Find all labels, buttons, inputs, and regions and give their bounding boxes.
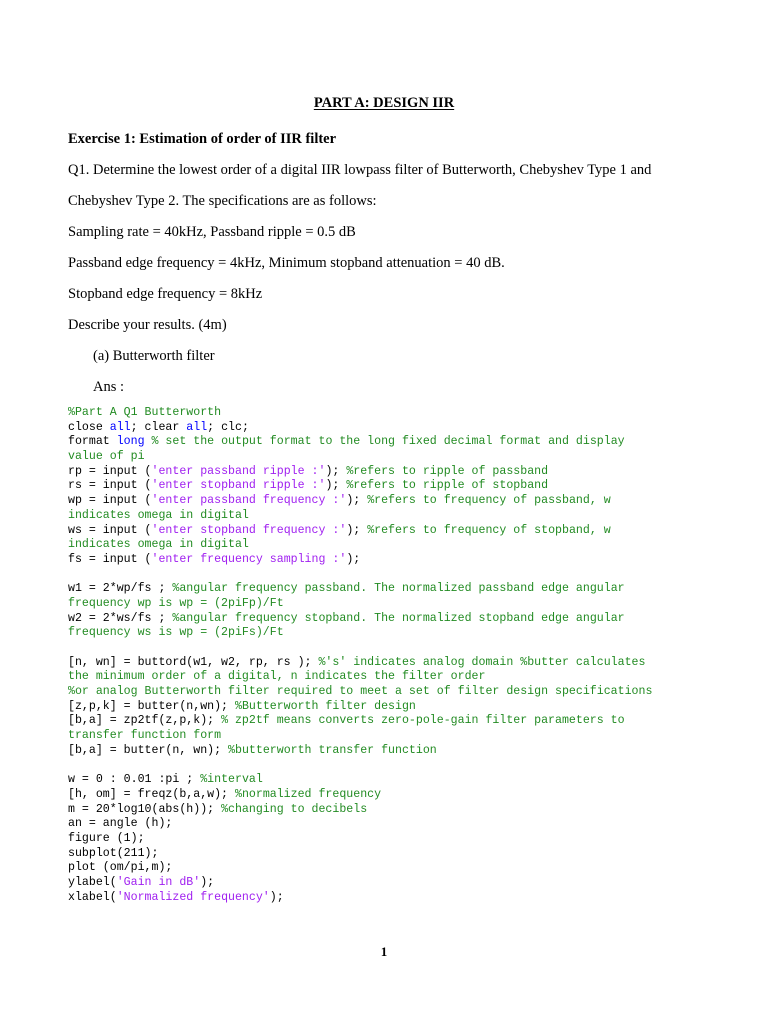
- code-line: close all; clear all; clc;: [68, 420, 249, 434]
- code-line: [z,p,k] = butter(n,wn); %Butterworth filter design: [68, 699, 416, 713]
- code-comment: %interval: [200, 773, 263, 787]
- code-line: [68, 685, 728, 700]
- code-line: rp = input ('enter passband ripple :'); %refers to ripple of passband: [68, 464, 549, 478]
- code-line: fs = input ('enter frequency sampling :');: [68, 552, 361, 566]
- code-line: plot (om/pi,m);: [68, 861, 173, 875]
- code-line: [68, 729, 728, 744]
- code-line: w2 = 2*ws/fs ; %angular frequency stopband. The normalized stopband edge angular: [68, 611, 625, 625]
- code-string: 'Gain in dB': [116, 876, 201, 889]
- code-comment: %refers to frequency of stopband, w: [367, 523, 611, 537]
- code-comment: %changing to decibels: [221, 802, 368, 816]
- answer-label: Ans :: [93, 379, 125, 395]
- code-comment: %angular frequency passband. The normalized passband edge angular: [172, 582, 625, 596]
- describe-instruction: Describe your results. (4m): [68, 317, 227, 333]
- code-string: 'enter passband frequency :': [151, 494, 347, 508]
- spec-passband-edge: Passband edge frequency = 4kHz, Minimum stopband attenuation = 40 dB.: [68, 255, 505, 271]
- code-line: [68, 626, 728, 641]
- code-line: [n, wn] = buttord(w1, w2, rp, rs ); %'s' indicates analog domain %butter calculates: [68, 655, 646, 669]
- code-keyword: all: [109, 420, 131, 434]
- exercise-heading: Exercise 1: Estimation of order of IIR filter: [68, 131, 337, 147]
- code-line: [h, om] = freqz(b,a,w); %normalized frequency: [68, 787, 382, 801]
- page-title: PART A: DESIGN IIR: [313, 95, 455, 111]
- code-string: 'enter stopband ripple :': [151, 479, 326, 493]
- code-comment: the minimum order of a digital, n indicates the filter order: [68, 670, 486, 684]
- code-line: ws = input ('enter stopband frequency :'); %refers to frequency of stopband, w: [68, 523, 611, 537]
- spec-stopband-edge: Stopband edge frequency = 8kHz: [68, 286, 263, 302]
- code-comment: % set the output format to the long fixed decimal format and display: [144, 435, 625, 449]
- code-line: w1 = 2*wp/fs ; %angular frequency passband. The normalized passband edge angular: [68, 582, 625, 596]
- code-line: format long % set the output format to the long fixed decimal format and display: [68, 435, 625, 449]
- code-line: xlabel('Normalized frequency');: [68, 890, 284, 904]
- code-line: [68, 450, 728, 465]
- code-comment: indicates omega in digital: [68, 508, 249, 522]
- code-line: ylabel('Gain in dB');: [68, 876, 215, 889]
- code-comment: frequency ws is wp = (2piFs)/Ft: [68, 626, 284, 640]
- code-comment: % zp2tf means converts zero-pole-gain filter parameters to: [221, 714, 625, 728]
- code-comment: %angular frequency stopband. The normalized stopband edge angular: [172, 611, 625, 625]
- code-line: [68, 538, 728, 553]
- item-a-butterworth: (a) Butterworth filter: [93, 348, 215, 364]
- code-comment: value of pi: [68, 450, 145, 464]
- code-string: 'Normalized frequency': [116, 890, 270, 904]
- code-comment: %or analog Butterworth filter required to meet a set of filter design specifications: [68, 685, 653, 699]
- code-line: [68, 597, 728, 612]
- code-comment: %normalized frequency: [234, 787, 382, 801]
- code-line: subplot(211);: [68, 846, 159, 860]
- code-comment: %butterworth transfer function: [228, 743, 437, 757]
- code-line: [b,a] = zp2tf(z,p,k); % zp2tf means converts zero-pole-gain filter parameters to: [68, 714, 625, 728]
- code-line: an = angle (h);: [68, 817, 173, 831]
- code-line: [b,a] = butter(n, wn); %butterworth transfer function: [68, 743, 437, 757]
- code-line: figure (1);: [68, 831, 145, 845]
- question-line-1: Q1. Determine the lowest order of a digital IIR lowpass filter of Butterworth, Chebyshev Type 1 and: [68, 162, 652, 178]
- code-keyword: all: [186, 420, 208, 434]
- code-comment: frequency wp is wp = (2piFp)/Ft: [68, 596, 284, 610]
- code-string: 'enter stopband frequency :': [151, 523, 347, 537]
- code-line: m = 20*log10(abs(h)); %changing to decibels: [68, 802, 368, 816]
- code-line: w = 0 : 0.01 :pi ; %interval: [68, 773, 263, 787]
- matlab-code-block: [68, 406, 728, 905]
- page-number: 1: [380, 944, 388, 959]
- code-comment: %refers to ripple of stopband: [346, 479, 549, 493]
- code-comment: %refers to ripple of passband: [346, 464, 549, 478]
- code-string: 'enter frequency sampling :': [151, 552, 347, 566]
- code-keyword: long: [116, 435, 145, 449]
- code-line: [68, 509, 728, 524]
- code-comment: %'s' indicates analog domain %butter calculates: [318, 655, 646, 669]
- code-comment: %Butterworth filter design: [234, 699, 416, 713]
- question-line-2: Chebyshev Type 2. The specifications are as follows:: [68, 193, 377, 209]
- code-line: wp = input ('enter passband frequency :'); %refers to frequency of passband, w: [68, 494, 611, 508]
- code-comment: %refers to frequency of passband, w: [367, 494, 611, 508]
- code-line: rs = input ('enter stopband ripple :'); %refers to ripple of stopband: [68, 479, 549, 493]
- spec-sampling-rate: Sampling rate = 40kHz, Passband ripple = 0.5 dB: [68, 224, 356, 240]
- code-comment: %Part A Q1 Butterworth: [68, 406, 222, 419]
- code-line: [68, 406, 728, 421]
- code-line: [68, 670, 728, 685]
- code-string: 'enter passband ripple :': [151, 464, 326, 478]
- code-comment: indicates omega in digital: [68, 538, 249, 552]
- code-comment: transfer function form: [68, 729, 222, 743]
